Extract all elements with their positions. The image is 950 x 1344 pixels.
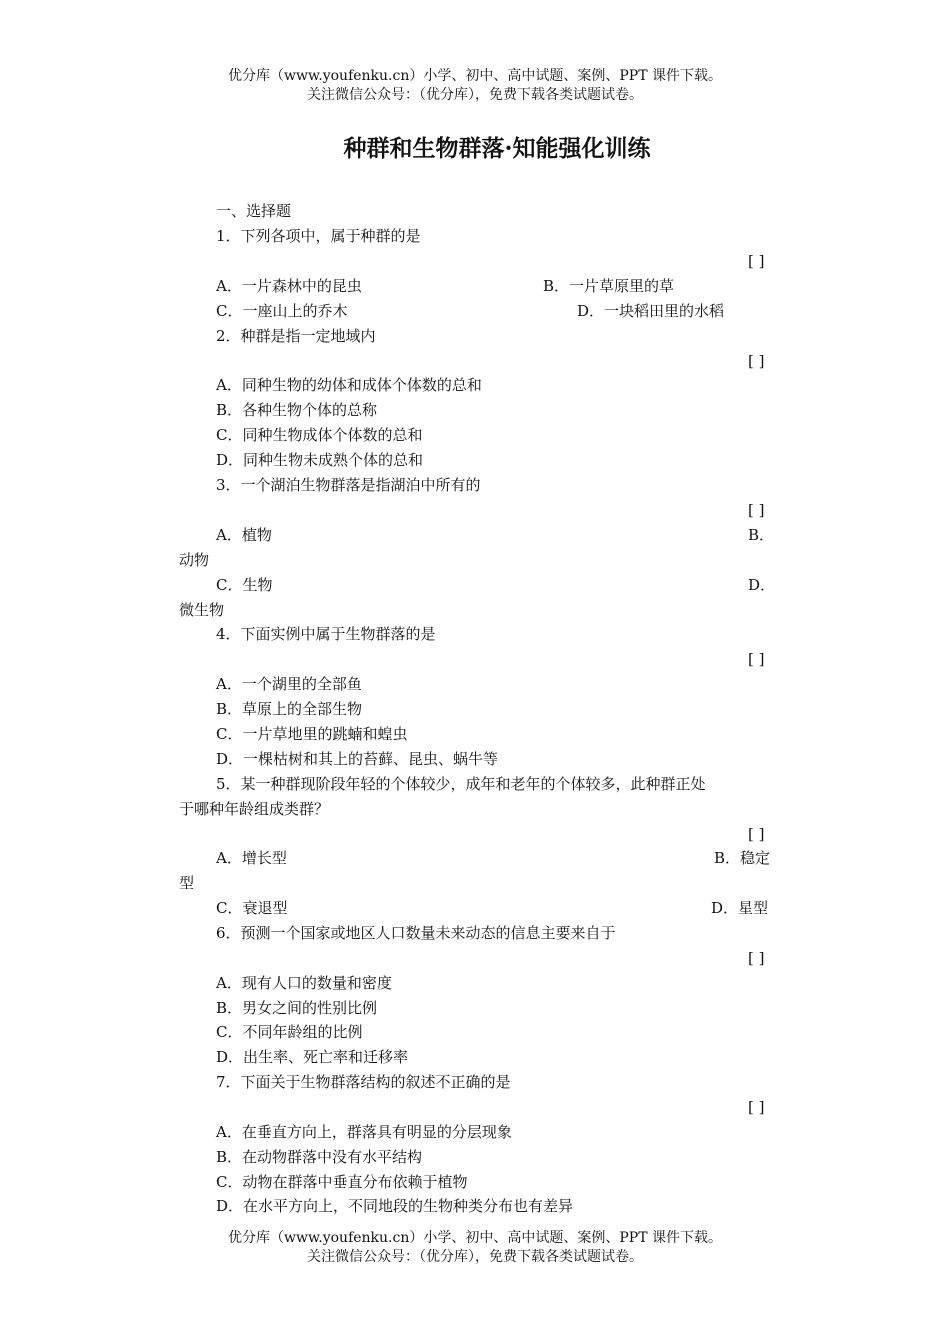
- q6-option-a: A．现有人口的数量和密度: [216, 974, 392, 992]
- q3-option-c: C．生物: [216, 576, 273, 594]
- q1-option-c: C．一座山上的乔木: [216, 302, 348, 320]
- q7-option-c: C．动物在群落中垂直分布依赖于植物: [216, 1173, 468, 1191]
- footer-line-2: 关注微信公众号：（优分库），免费下载各类试题试卷。: [307, 1249, 643, 1265]
- q3-option-a: A．植物: [216, 526, 272, 544]
- question-5-stem: 5．某一种群现阶段年轻的个体较少，成年和老年的个体较多，此种群正处: [216, 775, 706, 793]
- q5-option-d: D．星型: [711, 899, 769, 917]
- answer-bracket: [ ]: [748, 352, 765, 370]
- q5-option-a: A．增长型: [216, 849, 287, 867]
- question-6-stem: 6．预测一个国家或地区人口数量未来动态的信息主要来自于: [216, 924, 616, 942]
- page-title: 种群和生物群落·知能强化训练: [343, 135, 651, 162]
- q3-option-b-label: B．: [748, 526, 775, 544]
- answer-bracket: [ ]: [748, 825, 765, 843]
- answer-bracket: [ ]: [748, 501, 765, 519]
- question-5-stem-cont: 于哪种年龄组成类群？: [179, 800, 330, 818]
- question-4-stem: 4．下面实例中属于生物群落的是: [216, 625, 436, 643]
- q2-option-a: A．同种生物的幼体和成体个体数的总和: [216, 376, 482, 394]
- q6-option-c: C．不同年龄组的比例: [216, 1023, 363, 1041]
- q5-option-b-text: 型: [179, 874, 195, 892]
- section-heading: 一、选择题: [216, 202, 292, 220]
- q6-option-d: D．出生率、死亡率和迁移率: [216, 1048, 409, 1066]
- q1-option-d: D．一块稻田里的水稻: [577, 302, 725, 320]
- q7-option-d: D．在水平方向上，不同地段的生物种类分布也有差异: [216, 1197, 574, 1215]
- q3-option-b-text: 动物: [179, 551, 210, 569]
- answer-bracket: [ ]: [748, 650, 765, 668]
- q7-option-b: B．在动物群落中没有水平结构: [216, 1148, 423, 1166]
- question-1-stem: 1．下列各项中，属于种群的是: [216, 227, 421, 245]
- header-line-1: 优分库（www.youfenku.cn）小学、初中、高中试题、案例、PPT 课件下载。: [227, 68, 722, 84]
- q7-option-a: A．在垂直方向上，群落具有明显的分层现象: [216, 1123, 512, 1141]
- q4-option-a: A．一个湖里的全部鱼: [216, 675, 362, 693]
- question-7-stem: 7．下面关于生物群落结构的叙述不正确的是: [216, 1073, 511, 1091]
- q1-option-a: A．一片森林中的昆虫: [216, 277, 362, 295]
- q3-option-d-text: 微生物: [179, 601, 225, 619]
- q6-option-b: B．男女之间的性别比例: [216, 999, 378, 1017]
- q5-option-c: C．衰退型: [216, 899, 288, 917]
- answer-bracket: [ ]: [748, 949, 765, 967]
- question-3-stem: 3．一个湖泊生物群落是指湖泊中所有的: [216, 476, 481, 494]
- q1-option-b: B．一片草原里的草: [543, 277, 675, 295]
- answer-bracket: [ ]: [748, 1098, 765, 1116]
- question-2-stem: 2．种群是指一定地域内: [216, 327, 376, 345]
- q2-option-c: C．同种生物成体个体数的总和: [216, 426, 423, 444]
- q4-option-b: B．草原上的全部生物: [216, 700, 363, 718]
- q4-option-c: C．一片草地里的跳蝻和蝗虫: [216, 725, 408, 743]
- header-line-2: 关注微信公众号：（优分库），免费下载各类试题试卷。: [307, 87, 643, 103]
- q2-option-b: B．各种生物个体的总称: [216, 401, 378, 419]
- q4-option-d: D．一棵枯树和其上的苔藓、昆虫、蜗牛等: [216, 750, 499, 768]
- q5-option-b-label: B．稳定: [714, 849, 771, 867]
- footer-line-1: 优分库（www.youfenku.cn）小学、初中、高中试题、案例、PPT 课件下载。: [227, 1230, 722, 1246]
- answer-bracket: [ ]: [748, 252, 765, 270]
- q2-option-d: D．同种生物未成熟个体的总和: [216, 451, 424, 469]
- q3-option-d-label: D．: [748, 576, 776, 594]
